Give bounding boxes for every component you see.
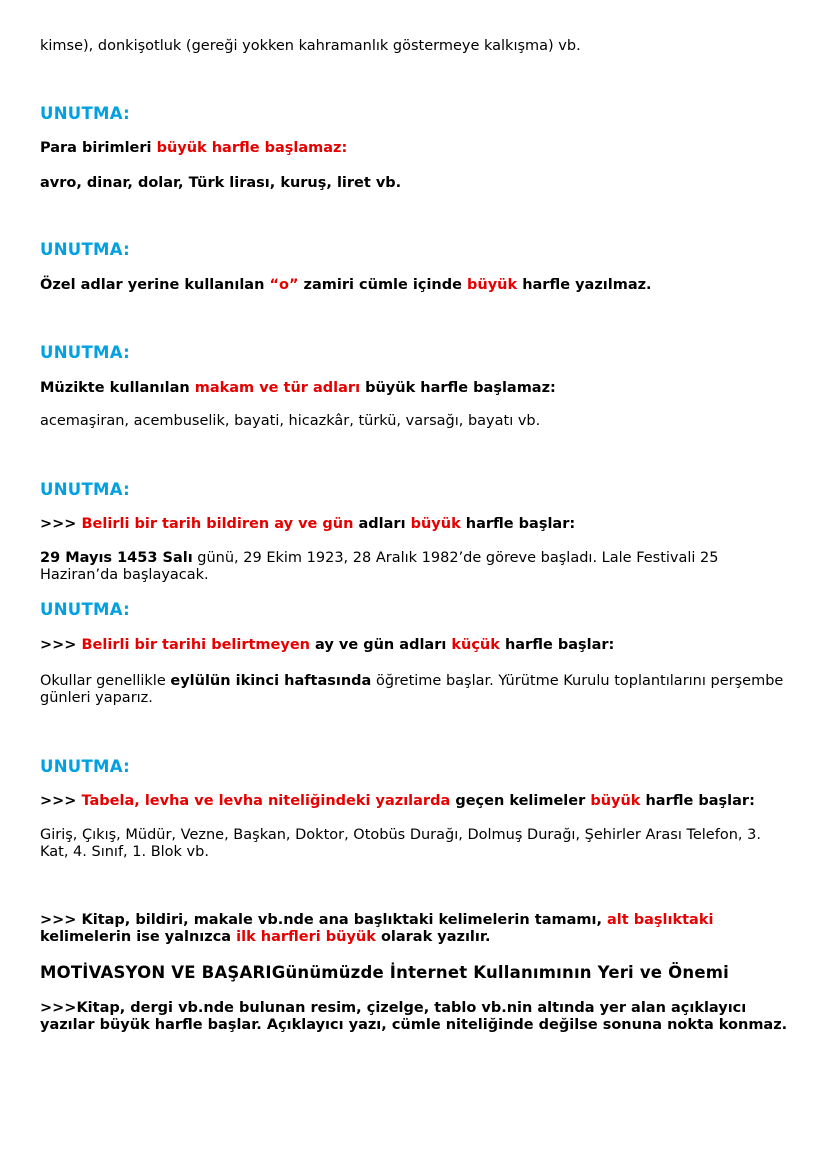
section-2-rule	[40, 277, 652, 294]
example-text: Okullar genellikle	[40, 673, 171, 689]
rule-text: olarak yazılır.	[375, 929, 491, 945]
rule-text: >>>Kitap, dergi vb.nde bulunan resim, çizelge, tablo vb.nin altında yer alan açıklayıcı yazılar büyük harfle başlar	[40, 1000, 747, 1033]
section-6-heading: UNUTMA:	[40, 757, 131, 776]
rule-highlight: büyük	[410, 516, 461, 532]
section-1-examples: avro, dinar, dolar, Türk lirası, kuruş, liret vb.	[40, 175, 402, 191]
section-7-rule-2	[40, 1000, 790, 1034]
example-bold: eylülün ikinci haftasında	[170, 673, 372, 689]
section-6-examples: Giriş, Çıkış, Müdür, Vezne, Başkan, Doktor, Otobüs Durağı, Dolmuş Durağı, Şehirler Arası Telefon, 3. Kat, 4. Sınıf, 1. Blok vb.	[40, 827, 761, 860]
example-text: öğretime başlar. Yürütme Kurulu toplantılarını perşembe günleri yaparız.	[40, 673, 784, 706]
rule-text: harfle başlar:	[640, 793, 755, 809]
section-5-example	[40, 673, 790, 707]
continuation-line: kimse), donkişotluk (gereği yokken kahramanlık göstermeye kalkışma) vb.	[40, 38, 581, 54]
rule-text: >>>	[40, 793, 82, 809]
rule-highlight: Belirli bir tarih bildiren ay ve gün	[81, 516, 354, 532]
rule-text: harfle başlar:	[499, 637, 615, 653]
rule-highlight: büyük harfle başlamaz:	[156, 140, 348, 156]
section-6-rule	[40, 793, 755, 810]
rule-highlight: büyük	[590, 793, 641, 809]
section-4-rule	[40, 516, 575, 533]
section-3-examples: acemaşiran, acembuselik, bayati, hicazkâr, türkü, varsağı, bayatı vb.	[40, 413, 541, 429]
rule-text: harfle yazılmaz.	[517, 277, 652, 293]
rule-text: Özel adlar yerine kullanılan	[40, 277, 270, 293]
rule-text: adları	[353, 516, 411, 532]
rule-highlight: alt başlıktaki	[607, 912, 714, 928]
example-title: MOTİVASYON VE BAŞARIGünümüzde İnternet Kullanımının Yeri ve Önemi	[40, 963, 729, 982]
section-5-rule	[40, 637, 614, 654]
rule-highlight: ilk harfleri büyük	[236, 929, 376, 945]
example-text: günü, 29 Ekim 1923, 28 Aralık 1982’de göreve başladı. Lale Festivali 25 Haziran’da başlayacak.	[40, 550, 719, 583]
rule-highlight: büyük	[467, 277, 518, 293]
section-3-rule	[40, 380, 556, 397]
section-5-heading: UNUTMA:	[40, 600, 131, 619]
rule-text: ay ve gün adları	[309, 637, 452, 653]
rule-highlight: makam ve tür adları	[194, 380, 361, 396]
rule-text: >>>	[40, 516, 82, 532]
rule-text: büyük harfle başlamaz:	[360, 380, 556, 396]
section-7-rule	[40, 912, 790, 946]
rule-text: >>> Kitap, bildiri, makale vb.nde ana başlıktaki kelimelerin tamamı	[40, 912, 597, 928]
section-4-example	[40, 550, 790, 584]
rule-text: .	[256, 1017, 267, 1033]
section-2-heading: UNUTMA:	[40, 240, 131, 259]
rule-highlight: küçük	[451, 637, 500, 653]
section-3-heading: UNUTMA:	[40, 343, 131, 362]
rule-highlight: Tabela, levha ve levha niteliğindeki yazılarda	[81, 793, 451, 809]
rule-highlight: Belirli bir tarihi belirtmeyen	[81, 637, 310, 653]
section-1-heading: UNUTMA:	[40, 104, 131, 123]
section-1-rule	[40, 140, 347, 157]
rule-text: harfle başlar:	[460, 516, 576, 532]
rule-text: Para birimleri	[40, 140, 157, 156]
rule-text: kelimelerin ise yalnızca	[40, 929, 237, 945]
example-bold: 29 Mayıs 1453 Salı	[40, 550, 193, 566]
section-4-heading: UNUTMA:	[40, 480, 131, 499]
rule-text: ,	[596, 912, 608, 928]
rule-text: >>>	[40, 637, 82, 653]
rule-text: Açıklayıcı yazı, cümle niteliğinde değilse sonuna nokta konmaz.	[266, 1017, 788, 1033]
rule-highlight: “o”	[269, 277, 299, 293]
rule-text: geçen kelimeler	[450, 793, 591, 809]
rule-text: zamiri cümle içinde	[298, 277, 468, 293]
rule-text: Müzikte kullanılan	[40, 380, 195, 396]
